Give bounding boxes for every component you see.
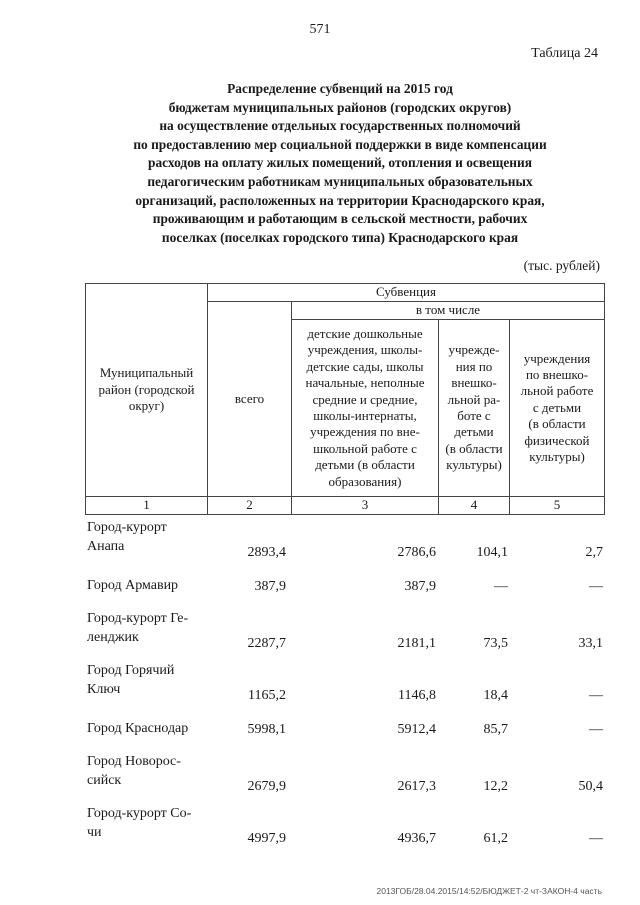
header-edu-line: детские сады, школы (306, 358, 424, 374)
title-line: по предоставлению мер социальной поддержки в виде компенсации (133, 136, 547, 152)
value-total: 2893,4 (247, 545, 286, 560)
value-culture: — (494, 579, 508, 594)
title-line: бюджетам муниципальных районов (городских округов) (168, 99, 512, 115)
header-sport (509, 319, 605, 497)
value-sport: — (589, 722, 603, 737)
district-name (87, 576, 212, 595)
value-education: 5912,4 (397, 722, 436, 737)
value-sport: 33,1 (578, 636, 603, 651)
header-culture-line: учрежде- (448, 342, 500, 358)
district-name-line: Город-курорт Ге- (87, 611, 189, 626)
district-name-line: Город Армавир (87, 578, 179, 593)
column-number: 1 (85, 496, 208, 515)
district-name-line: чи (87, 825, 102, 840)
header-edu-line: учреждения по вне- (310, 424, 420, 440)
header-culture-line: ния по (455, 358, 493, 374)
title-line: Распределение субвенций на 2015 год (227, 81, 453, 96)
value-education: 1146,8 (398, 688, 436, 703)
table-row (85, 804, 605, 848)
value-culture: 61,2 (483, 831, 508, 846)
district-name-line: Город Горячий (87, 663, 175, 678)
header-edu-line: детьми (в области (315, 457, 415, 473)
header-including: в том числе (291, 301, 605, 320)
header-edu-line: начальные, неполные (305, 375, 425, 391)
value-education: 2786,6 (397, 545, 436, 560)
title-line: проживающим и работающим в сельской местности, рабочих (152, 211, 528, 227)
document-title (80, 80, 600, 247)
value-total: 2287,7 (247, 636, 286, 651)
header-district (85, 283, 208, 497)
value-education: 4936,7 (397, 831, 436, 846)
header-sport-line: по внешко- (525, 366, 589, 382)
value-culture: 73,5 (483, 636, 508, 651)
district-name (87, 752, 212, 790)
column-number: 3 (291, 496, 439, 515)
header-culture-line: льной ра- (447, 391, 501, 407)
footer-stamp: 2013ГОБ/28.04.2015/14:52/БЮДЖЕТ-2 чт-ЗАКОН-4 часть (376, 886, 602, 896)
header-sport-line: (в области (528, 416, 586, 432)
header-sport-line: льной работе (520, 383, 594, 399)
header-culture (438, 319, 510, 497)
column-number: 5 (509, 496, 605, 515)
district-name-line: ленджик (87, 630, 139, 645)
table-row (85, 713, 605, 739)
header-subvention: Субвенция (207, 283, 605, 302)
header-culture-line: боте с (457, 408, 491, 423)
district-name-line: Город-курорт (87, 520, 167, 535)
header-edu-line: образования) (328, 473, 402, 489)
header-sport-line: физической (524, 432, 590, 448)
header-district-line: округ) (128, 398, 165, 414)
district-name-line: сийск (87, 773, 122, 788)
district-name-line: Ключ (87, 682, 121, 697)
district-name (87, 661, 212, 699)
header-district-line: район (городской (98, 381, 195, 397)
value-total: 4997,9 (247, 831, 286, 846)
table-row (85, 752, 605, 796)
value-culture: 18,4 (483, 688, 508, 703)
title-line: поселках (поселках городского типа) Краснодарского края (161, 229, 519, 245)
value-total: 1165,2 (248, 688, 286, 703)
district-name (87, 804, 212, 842)
value-total: 5998,1 (247, 722, 286, 737)
table-id: Таблица 24 (531, 46, 598, 61)
header-edu-line: средние и средние, (312, 391, 418, 407)
value-sport: — (589, 688, 603, 703)
district-name-line: Город Новорос- (87, 754, 181, 769)
district-name-line: Анапа (87, 539, 125, 554)
column-number: 4 (438, 496, 510, 515)
page-number: 571 (309, 22, 331, 37)
header-sport-line: с детьми (532, 399, 582, 415)
value-total: 387,9 (254, 579, 286, 594)
district-name (87, 518, 212, 556)
value-sport: — (589, 831, 603, 846)
value-sport: 50,4 (578, 779, 603, 794)
title-line: организаций, расположенных на территории Краснодарского края, (135, 192, 545, 208)
header-sport-line: учреждения (523, 350, 591, 366)
header-culture-line: культуры) (446, 457, 502, 473)
header-total: всего (207, 301, 292, 497)
header-education (291, 319, 439, 497)
value-education: 2181,1 (397, 636, 436, 651)
district-name-line: Город Краснодар (87, 721, 189, 736)
header-edu-line: детские дошкольные (307, 325, 423, 341)
value-education: 387,9 (404, 579, 436, 594)
table-row (85, 661, 605, 705)
value-culture: 85,7 (483, 722, 508, 737)
district-name (87, 719, 212, 738)
value-culture: 12,2 (483, 779, 508, 794)
title-line: педагогическим работникам муниципальных образовательных (147, 173, 533, 189)
header-edu-line: учреждения, школы- (307, 342, 423, 358)
value-total: 2679,9 (247, 779, 286, 794)
value-sport: 2,7 (585, 545, 603, 560)
table-row (85, 570, 605, 596)
value-sport: — (589, 579, 603, 594)
title-line: расходов на оплату жилых помещений, отопления и освещения (148, 155, 532, 171)
title-line: на осуществление отдельных государственных полномочий (159, 118, 521, 134)
header-edu-line: школьной работе с (313, 440, 417, 456)
header-sport-line: культуры) (529, 449, 585, 465)
table-row (85, 609, 605, 653)
header-edu-line: школы-интернаты, (313, 408, 417, 423)
table-row (85, 518, 605, 562)
district-name (87, 609, 212, 647)
units-label: (тыс. рублей) (523, 258, 600, 273)
column-number: 2 (207, 496, 292, 515)
header-culture-line: внешко- (451, 375, 497, 391)
header-culture-line: (в области (445, 440, 503, 456)
header-culture-line: детьми (454, 424, 494, 440)
header-district-line: Муниципальный (99, 365, 194, 381)
district-name-line: Город-курорт Со- (87, 806, 192, 821)
value-education: 2617,3 (397, 779, 436, 794)
value-culture: 104,1 (476, 545, 508, 560)
